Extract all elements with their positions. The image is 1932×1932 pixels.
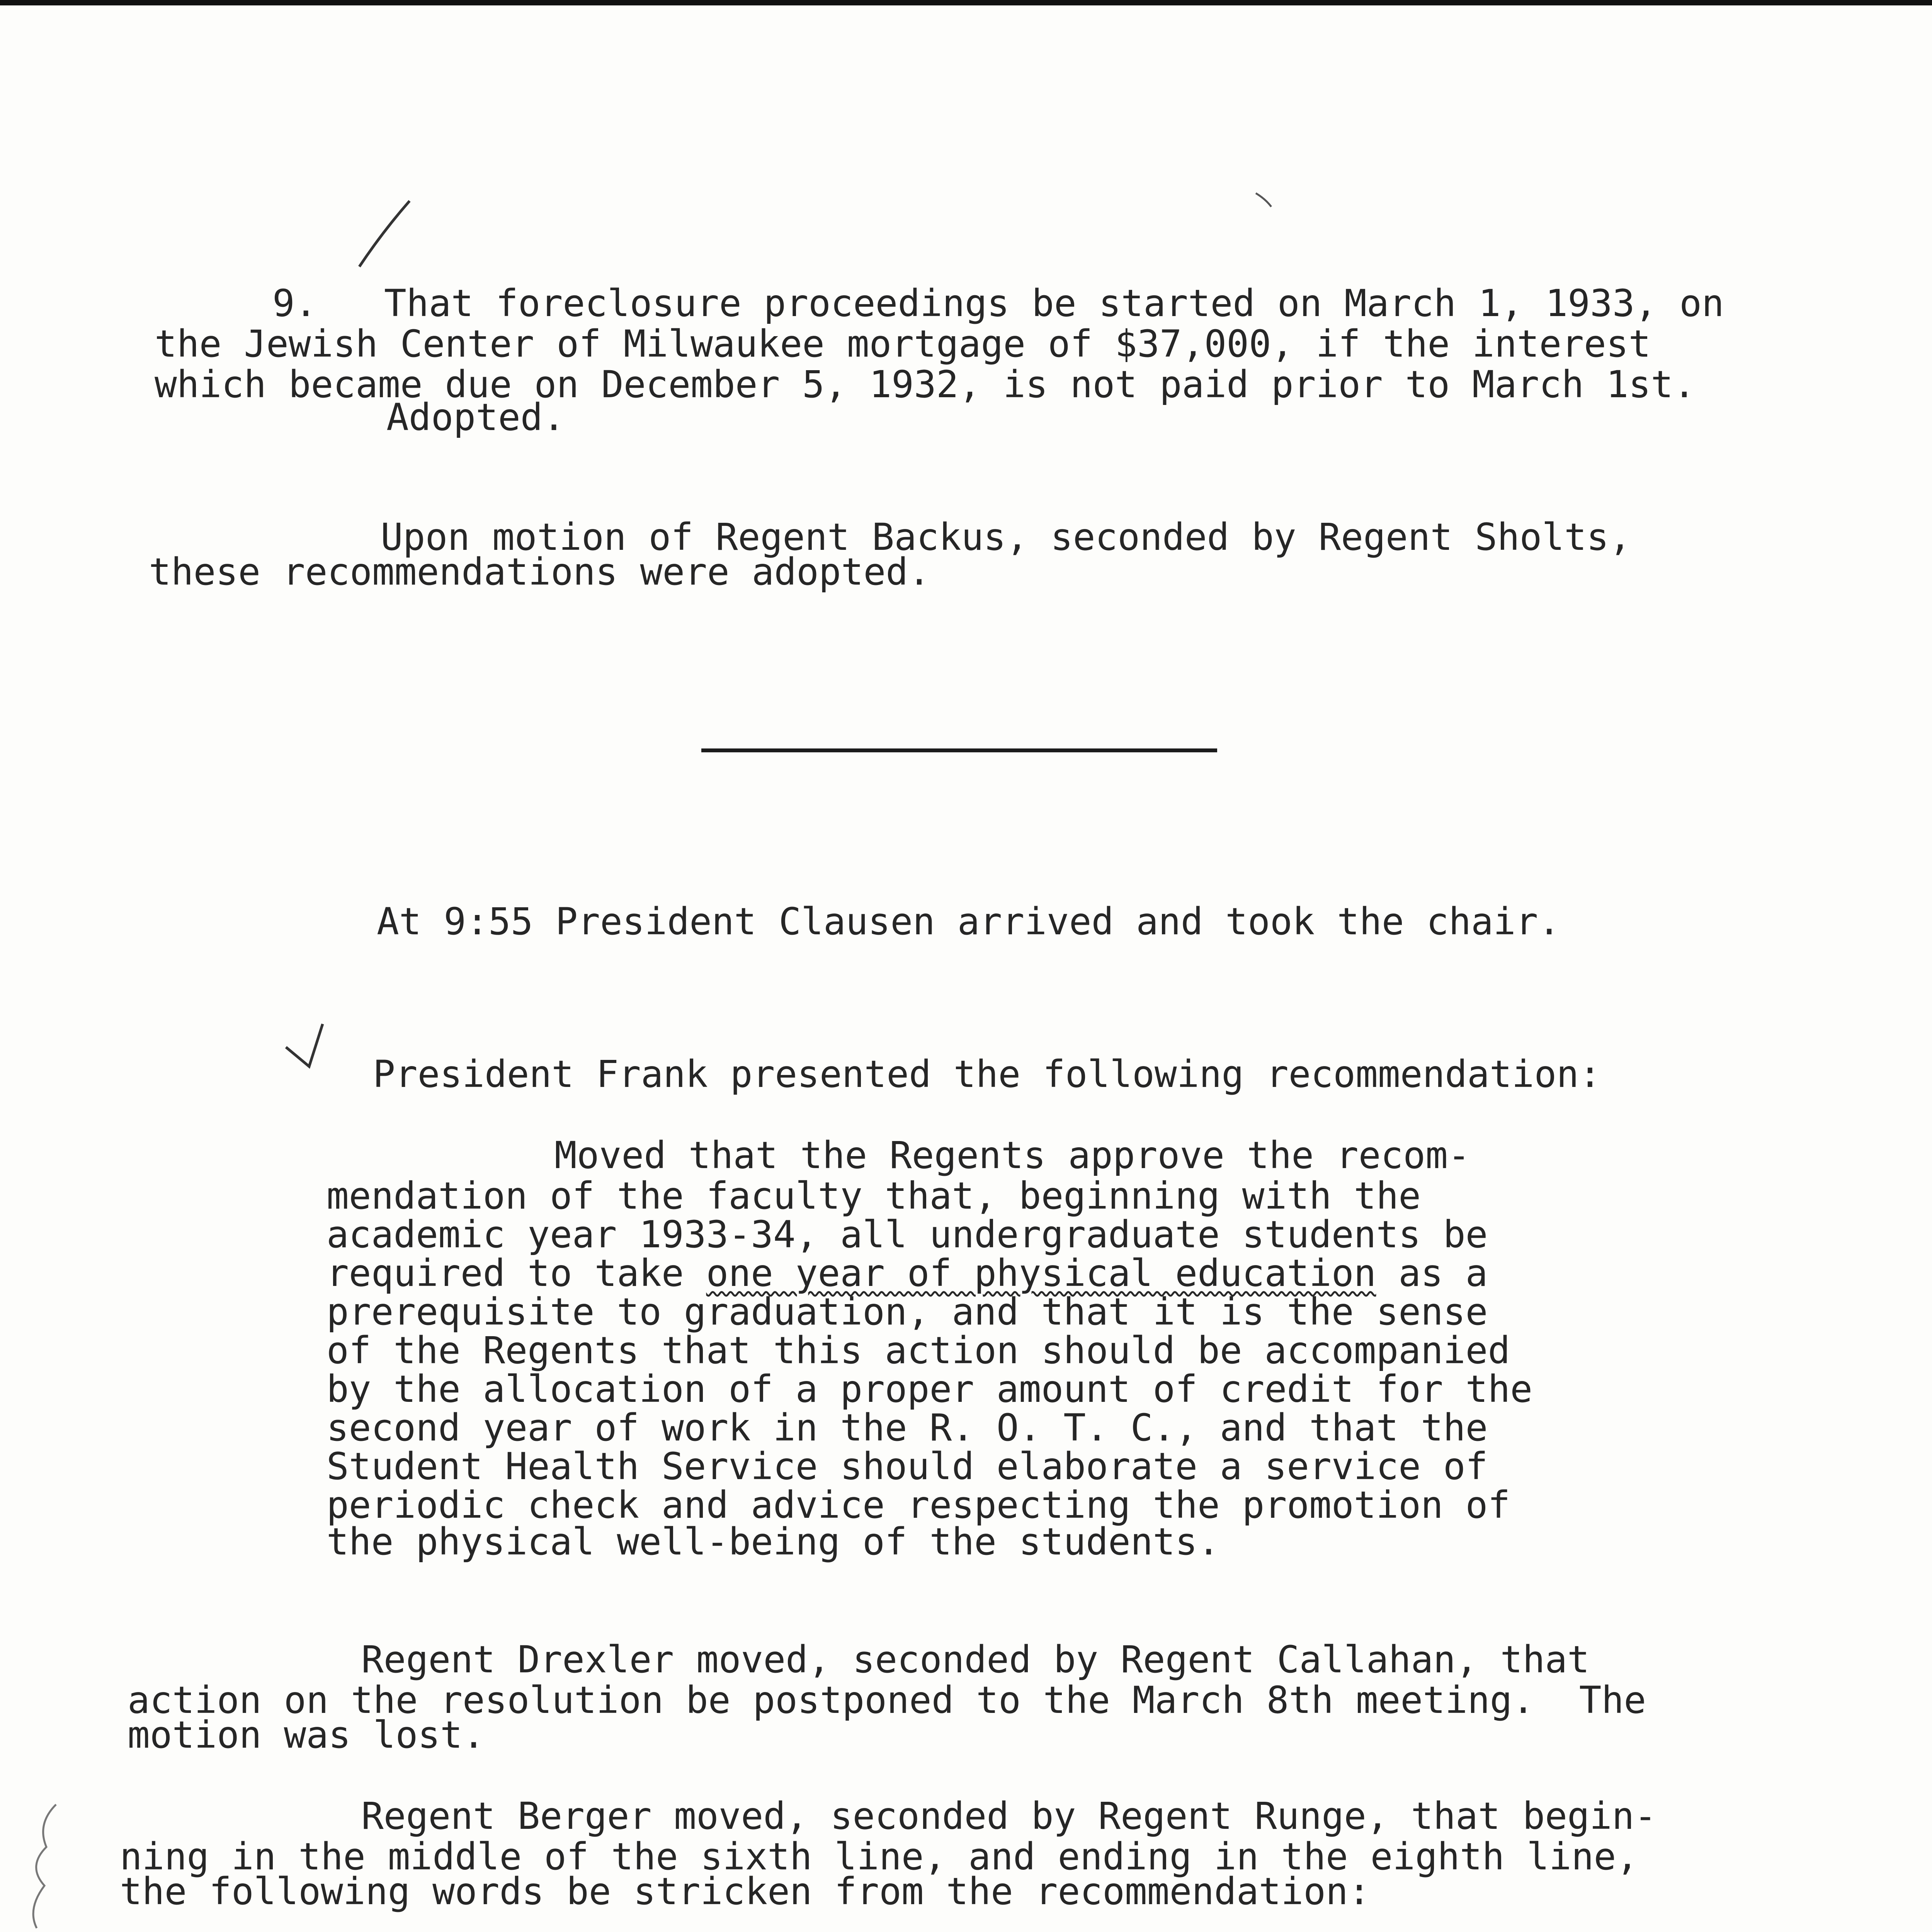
backus-motion-line-1: Upon motion of Regent Backus, seconded by Regent Sholts, [381, 515, 1631, 559]
bracket-left-berger [33, 1804, 56, 1928]
berger-motion-line-2: ning in the middle of the sixth line, and ending in the eighth line, [120, 1835, 1639, 1878]
berger-motion-line-1: Regent Berger moved, seconded by Regent Runge, that begin- [361, 1794, 1657, 1838]
underlined-phrase: one year of physical education [706, 1252, 1376, 1295]
recommendation-line-5: prerequisite to graduation, and that it is the sense [327, 1290, 1488, 1333]
recommendation-line-1: Moved that the Regents approve the recom- [554, 1134, 1470, 1177]
drexler-motion-line-2: action on the resolution be postponed to the March 8th meeting. The [128, 1679, 1646, 1722]
recommendation-line-6: of the Regents that this action should be accompanied [327, 1329, 1510, 1372]
recommendation-line-3: academic year 1933-34, all undergraduate students be [327, 1213, 1488, 1256]
page-top-border [0, 0, 1932, 5]
clausen-arrival: At 9:55 President Clausen arrived and took the chair. [377, 900, 1561, 943]
recommendation-line-2: mendation of the faculty that, beginning with the [327, 1174, 1421, 1218]
backus-motion-line-2: these recommendations were adopted. [149, 550, 930, 594]
recommendation-line-11: the physical well-being of the students. [327, 1520, 1220, 1563]
recommendation-line-8: second year of work in the R. O. T. C., and that the [327, 1406, 1488, 1449]
recommendation-line-4 [327, 1254, 1488, 1293]
stray-mark-top-right [1256, 193, 1271, 207]
recommendation-line-7: by the allocation of a proper amount of credit for the [327, 1367, 1533, 1411]
item9-line-2: the Jewish Center of Milwaukee mortgage of $37,000, if the interest [155, 322, 1651, 366]
recommendation-line-9: Student Health Service should elaborate a service of [327, 1445, 1488, 1488]
drexler-motion-line-3: motion was lost. [128, 1713, 485, 1757]
drexler-motion-line-1: Regent Drexler moved, seconded by Regent Callahan, that [361, 1638, 1590, 1681]
frank-intro: President Frank presented the following recommendation: [373, 1053, 1601, 1096]
recommendation-line-4-end: as a [1376, 1252, 1488, 1295]
check-mark-top [359, 201, 410, 267]
item9-line-1: 9. That foreclosure proceedings be started on March 1, 1933, on [272, 282, 1724, 325]
item9-line-3: which became due on December 5, 1932, is not paid prior to March 1st. [155, 363, 1696, 406]
check-mark-frank [286, 1024, 323, 1066]
recommendation-line-4-start: required to take [327, 1252, 706, 1295]
item9-line-4: Adopted. [386, 396, 565, 439]
berger-motion-line-3: the following words be stricken from the recommendation: [120, 1870, 1371, 1913]
section-divider [701, 748, 1217, 752]
recommendation-line-10: periodic check and advice respecting the promotion of [327, 1483, 1510, 1527]
